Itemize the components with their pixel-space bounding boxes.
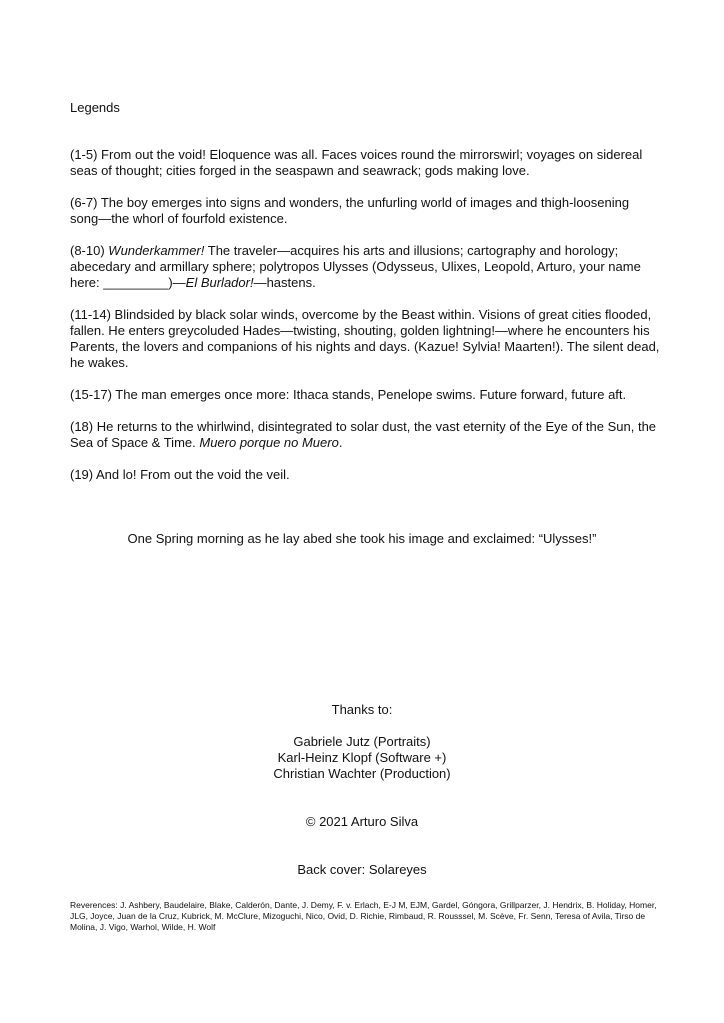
credit-person: Karl-Heinz Klopf (Software +) (277, 750, 447, 765)
copyright: © 2021 Arturo Silva (305, 814, 419, 829)
thanks-heading: Thanks to: (331, 702, 393, 717)
legend-text: . (338, 435, 343, 450)
credit-person: Christian Wachter (Production) (273, 766, 451, 781)
legend-item: (15-17) The man emerges once more: Ithaca stands, Penelope swims. Future forward, future aft. (70, 387, 627, 402)
credits (0, 702, 724, 878)
legend-emphasis: Muero porque no Muero (199, 435, 339, 450)
references: Reverences: J. Ashbery, Baudelaire, Blake, Calderón, Dante, J. Demy, F. v. Erlach, E-J M, EJM, Gardel, Góngora, Grillparzer, J. Hendrix, B. Holiday, Homer, JLG, Joyce, Juan de la Cruz, Kubrick, M. McClure, Mizoguchi, Nico, Ovid, D. Richie, Rimbaud, R. Rousssel, M. Scève, Fr. Senn, Teresa of Avila, Tirso de Molina, J. Vigo, Warhol, Wilde, H. Wolf (70, 900, 657, 932)
legend-item: (19) And lo! From out the void the veil. (70, 467, 290, 482)
credit-person: Gabriele Jutz (Portraits) (293, 734, 431, 749)
legend-text: (8-10) (70, 243, 109, 258)
back-cover-credit: Back cover: Solareyes (297, 862, 427, 877)
legend-item: (6-7) The boy emerges into signs and wonders, the unfurling world of images and thigh-loosening song—the whorl of fourfold existence. (70, 195, 630, 226)
dedication: One Spring morning as he lay abed she took his image and exclaimed: “Ulysses!” (127, 531, 597, 546)
legend-text: (18) He returns to the whirlwind, disintegrated to solar dust, the vast eternity of the Eye of the Sun, the Sea of Space & Time. (70, 419, 657, 450)
legend-text: —hastens. (253, 275, 316, 290)
legends-list (70, 147, 660, 499)
legend-item: (11-14) Blindsided by black solar winds, overcome by the Beast within. Visions of great cities flooded, fallen. He enters greycoluded Hades—twisting, shouting, golden lightning!—where he encounters his Parents, the lovers and companions of his nights and days. (Kazue! Sylvia! Maarten!). The silent dead, he wakes. (70, 307, 660, 370)
legend-text: The traveler—acquires his arts and illusions; cartography and horology; abecedary and armillary sphere; polytropos Ulysses (Odysseus, Ulixes, Leopold, Arturo, your name here: _________)— (70, 243, 641, 290)
legend-item (70, 419, 660, 451)
legend-emphasis: El Burlador! (185, 275, 254, 290)
legend-item: (1-5) From out the void! Eloquence was all. Faces voices round the mirrorswirl; voyages on sidereal seas of thought; cities forged in the seaspawn and seawrack; gods making love. (70, 147, 643, 178)
legend-emphasis: Wunderkammer! (108, 243, 205, 258)
legend-item (70, 243, 660, 291)
page-title: Legends (70, 100, 120, 115)
